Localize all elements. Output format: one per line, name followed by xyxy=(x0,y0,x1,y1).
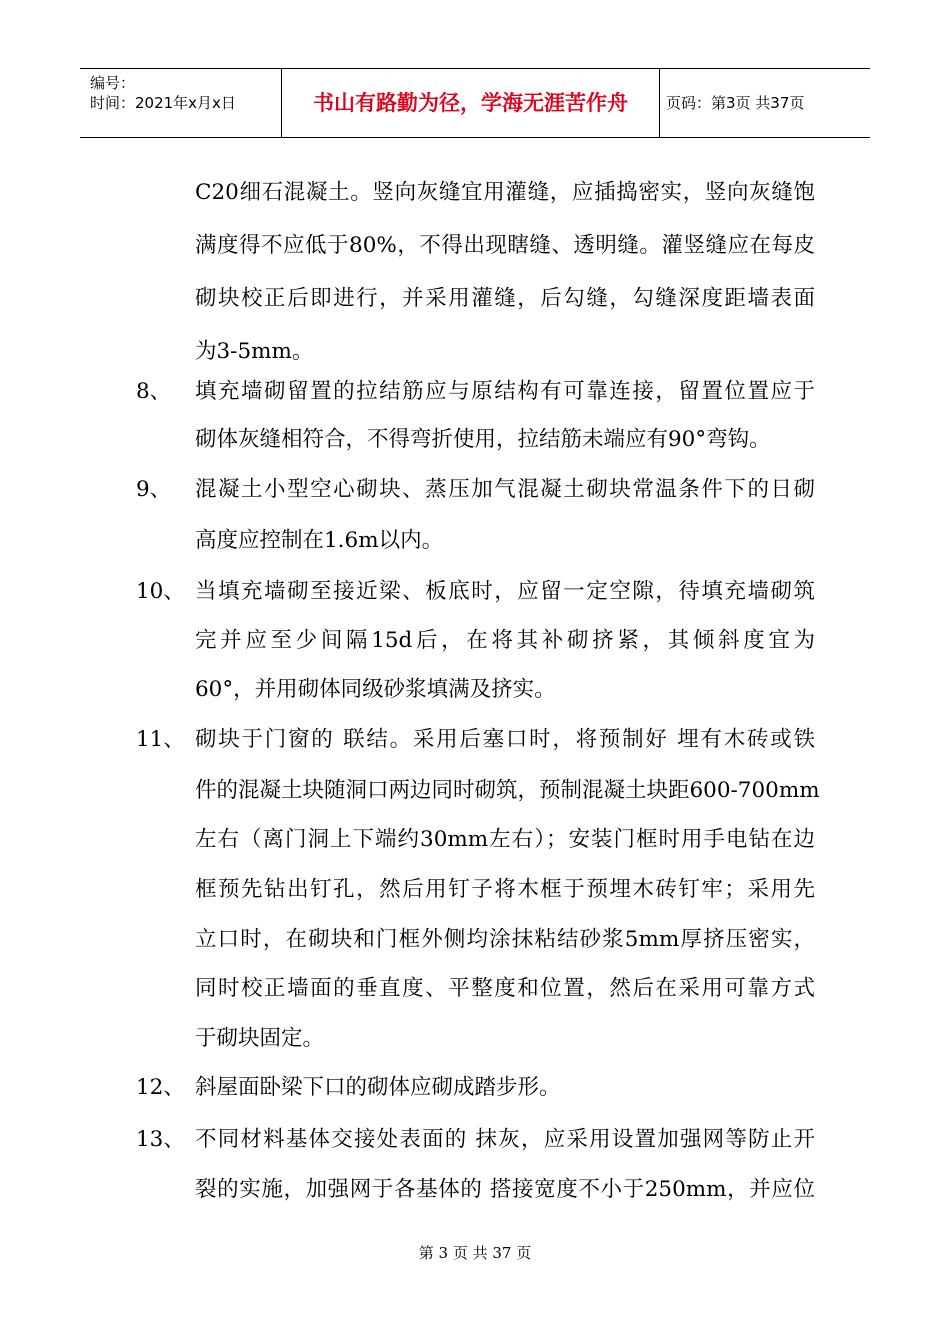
body-line: 当填充墙砌至接近梁、板底时，应留一定空隙，待填充墙砌筑 xyxy=(195,579,815,604)
body-line: 裂的实施，加强网于各基体的 搭接宽度不小于250mm，并应位 xyxy=(195,1177,815,1202)
list-item-number: 13、 xyxy=(136,1127,185,1152)
body-line: 斜屋面卧梁下口的砌体应砌成踏步形。 xyxy=(195,1075,561,1100)
page-header xyxy=(80,68,870,138)
body-line: C20细石混凝土。竖向灰缝宜用灌缝，应插捣密实，竖向灰缝饱 xyxy=(195,180,815,205)
list-item-number: 9、 xyxy=(136,477,172,502)
body-line: 砌块于门窗的 联结。采用后塞口时，将预制好 埋有木砖或铁 xyxy=(195,727,815,752)
body-line: 框预先钻出钉孔，然后用钉子将木框于预埋木砖钉牢；采用先 xyxy=(195,877,815,902)
body-line: 砌体灰缝相符合，不得弯折使用，拉结筋未端应有90°弯钩。 xyxy=(195,427,771,452)
body-line: 高度应控制在1.6m以内。 xyxy=(195,528,444,553)
body-line: 砌块校正后即进行，并采用灌缝，后勾缝，勾缝深度距墙表面 xyxy=(195,286,815,311)
body-line: 件的混凝土块随洞口两边同时砌筑，预制混凝土块距600-700mm xyxy=(195,778,820,803)
body-line: 左右（离门洞上下端约30mm左右）；安装门框时用手电钻在边 xyxy=(195,827,815,852)
header-divider xyxy=(659,69,660,137)
list-item-number: 12、 xyxy=(136,1075,185,1100)
doc-date: 时间：2021年x月x日 xyxy=(90,94,236,112)
doc-number-label: 编号： xyxy=(90,74,136,92)
body-line: 于砌块固定。 xyxy=(195,1026,325,1051)
body-line: 立口时，在砌块和门框外侧均涂抹粘结砂浆5mm厚挤压密实， xyxy=(195,927,815,952)
list-item-number: 11、 xyxy=(136,727,185,752)
body-line: 不同材料基体交接处表面的 抹灰，应采用设置加强网等防止开 xyxy=(195,1127,815,1152)
body-line: 填充墙砌留置的拉结筋应与原结构有可靠连接，留置位置应于 xyxy=(195,379,815,404)
header-page-info: 页码：第3页 共37页 xyxy=(666,94,805,112)
body-line: 完并应至少间隔15d后，在将其补砌挤紧，其倾斜度宜为 xyxy=(195,628,815,653)
body-line: 为3-5mm。 xyxy=(195,339,314,364)
body-line: 60°，并用砌体同级砂浆填满及挤实。 xyxy=(195,677,556,702)
body-line: 满度得不应低于80%，不得出现瞎缝、透明缝。灌竖缝应在每皮 xyxy=(195,233,815,258)
header-motto: 书山有路勤为径，学海无涯苦作舟 xyxy=(313,91,628,115)
header-meta xyxy=(90,73,280,113)
body-line: 混凝土小型空心砌块、蒸压加气混凝土砌块常温条件下的日砌 xyxy=(195,477,815,502)
list-item-number: 10、 xyxy=(136,579,185,604)
page-footer: 第 3 页 共 37 页 xyxy=(418,1244,532,1262)
body-line: 同时校正墙面的垂直度、平整度和位置，然后在采用可靠方式 xyxy=(195,976,815,1001)
list-item-number: 8、 xyxy=(136,379,172,404)
